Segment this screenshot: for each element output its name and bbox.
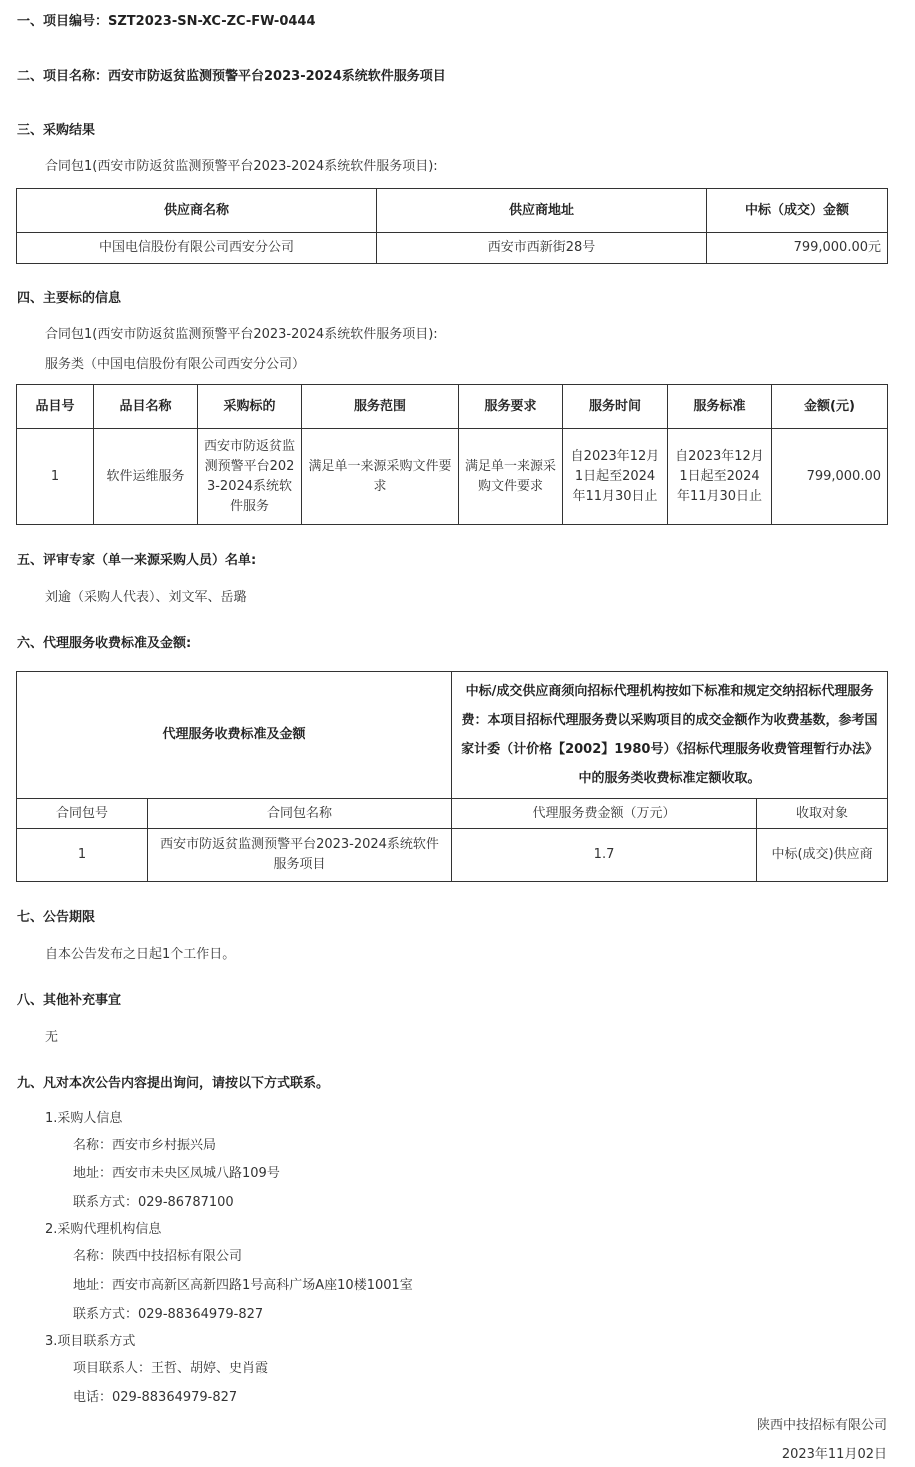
experts-list: 刘逾（采购人代表）、刘文军、岳璐 bbox=[45, 590, 247, 605]
service-scope: 满足单一来源采购文件要求 bbox=[302, 429, 459, 525]
project-name bbox=[17, 65, 446, 84]
supplier-name: 中国电信股份有限公司西安分公司 bbox=[17, 233, 377, 264]
agency-fee-amount: 1.7 bbox=[452, 829, 757, 882]
table-header-row bbox=[17, 799, 888, 829]
items-package: 合同包1(西安市防返贫监测预警平台2023-2024系统软件服务项目): bbox=[45, 327, 438, 342]
contract-package-name: 西安市防返贫监测预警平台2023-2024系统软件服务项目 bbox=[148, 829, 452, 882]
items-table bbox=[16, 384, 888, 525]
project-contacts: 项目联系人：王哲、胡婷、史肖霞 bbox=[73, 1361, 269, 1376]
header-cell: 采购标的 bbox=[198, 385, 302, 429]
agency-phone: 联系方式：029-88364979-827 bbox=[73, 1307, 264, 1322]
other-text: 无 bbox=[45, 1030, 59, 1045]
section-heading-experts: 五、评审专家（单一来源采购人员）名单: bbox=[17, 553, 257, 568]
result-table bbox=[16, 188, 888, 264]
footer-company: 陕西中技招标有限公司 bbox=[756, 1418, 887, 1433]
result-package: 合同包1(西安市防返贫监测预警平台2023-2024系统软件服务项目): bbox=[45, 159, 438, 174]
item-number: 1 bbox=[17, 429, 94, 525]
agency-address: 地址：西安市高新区高新四路1号高科广场A座10楼1001室 bbox=[73, 1278, 413, 1293]
header-cell: 合同包名称 bbox=[148, 799, 452, 829]
project-name-label: 二、项目名称： bbox=[17, 69, 109, 84]
header-cell: 服务要求 bbox=[459, 385, 563, 429]
table-header-row bbox=[17, 189, 888, 233]
table-row bbox=[17, 233, 888, 264]
project-contact-title: 3.项目联系方式 bbox=[45, 1334, 136, 1349]
header-cell: 供应商名称 bbox=[17, 189, 377, 233]
header-cell: 合同包号 bbox=[17, 799, 148, 829]
section-heading-contact: 九、凡对本次公告内容提出询问，请按以下方式联系。 bbox=[17, 1076, 330, 1091]
agency-fee-table bbox=[16, 671, 888, 882]
contract-package-number: 1 bbox=[17, 829, 148, 882]
section-heading-agency-fee: 六、代理服务收费标准及金额: bbox=[17, 636, 192, 651]
fee-payer: 中标(成交)供应商 bbox=[757, 829, 888, 882]
project-number-value: SZT2023-SN-XC-ZC-FW-0444 bbox=[108, 14, 316, 29]
service-requirement: 满足单一来源采购文件要求 bbox=[459, 429, 563, 525]
agency-info-title: 2.采购代理机构信息 bbox=[45, 1222, 162, 1237]
header-cell: 服务标准 bbox=[668, 385, 772, 429]
header-cell: 收取对象 bbox=[757, 799, 888, 829]
buyer-address: 地址：西安市未央区凤城八路109号 bbox=[73, 1166, 280, 1181]
supplier-address: 西安市西新街28号 bbox=[377, 233, 707, 264]
header-cell: 服务时间 bbox=[563, 385, 668, 429]
award-amount: 799,000.00元 bbox=[707, 233, 888, 264]
header-cell: 代理服务费金额（万元） bbox=[452, 799, 757, 829]
item-amount: 799,000.00 bbox=[772, 429, 888, 525]
fee-standard-row bbox=[17, 672, 888, 799]
table-row bbox=[17, 429, 888, 525]
project-phone: 电话：029-88364979-827 bbox=[73, 1390, 238, 1405]
header-cell: 品目号 bbox=[17, 385, 94, 429]
notice-period-text: 自本公告发布之日起1个工作日。 bbox=[45, 947, 236, 962]
section-heading-notice-period: 七、公告期限 bbox=[17, 910, 96, 925]
section-heading-result: 三、采购结果 bbox=[17, 123, 96, 138]
buyer-phone: 联系方式：029-86787100 bbox=[73, 1195, 234, 1210]
fee-standard-text: 中标/成交供应商须向招标代理机构按如下标准和规定交纳招标代理服务费：本项目招标代理服务费以采购项目的成交金额作为收费基数，参考国家计委（计价格【2002】1980号）《招标代理服务收费管理暂行办法》中的服务类收费标准定额收取。 bbox=[452, 672, 888, 799]
agency-name: 名称：陕西中技招标有限公司 bbox=[73, 1249, 243, 1264]
header-cell: 中标（成交）金额 bbox=[707, 189, 888, 233]
project-number bbox=[17, 10, 316, 29]
header-cell: 金额(元) bbox=[772, 385, 888, 429]
items-category: 服务类（中国电信股份有限公司西安分公司） bbox=[45, 357, 306, 372]
footer-date: 2023年11月02日 bbox=[781, 1447, 887, 1462]
header-cell: 服务范围 bbox=[302, 385, 459, 429]
table-header-row bbox=[17, 385, 888, 429]
buyer-name: 名称：西安市乡村振兴局 bbox=[73, 1138, 217, 1153]
section-heading-items: 四、主要标的信息 bbox=[17, 291, 122, 306]
service-time: 自2023年12月1日起至2024年11月30日止 bbox=[563, 429, 668, 525]
fee-table-title: 代理服务收费标准及金额 bbox=[17, 672, 452, 799]
project-name-value: 西安市防返贫监测预警平台2023-2024系统软件服务项目 bbox=[108, 69, 446, 84]
header-cell: 供应商地址 bbox=[377, 189, 707, 233]
buyer-info-title: 1.采购人信息 bbox=[45, 1111, 123, 1126]
procurement-subject: 西安市防返贫监测预警平台2023-2024系统软件服务 bbox=[198, 429, 302, 525]
table-row bbox=[17, 829, 888, 882]
section-heading-other: 八、其他补充事宜 bbox=[17, 993, 122, 1008]
project-number-label: 一、项目编号： bbox=[17, 14, 109, 29]
service-standard: 自2023年12月1日起至2024年11月30日止 bbox=[668, 429, 772, 525]
header-cell: 品目名称 bbox=[94, 385, 198, 429]
item-name: 软件运维服务 bbox=[94, 429, 198, 525]
